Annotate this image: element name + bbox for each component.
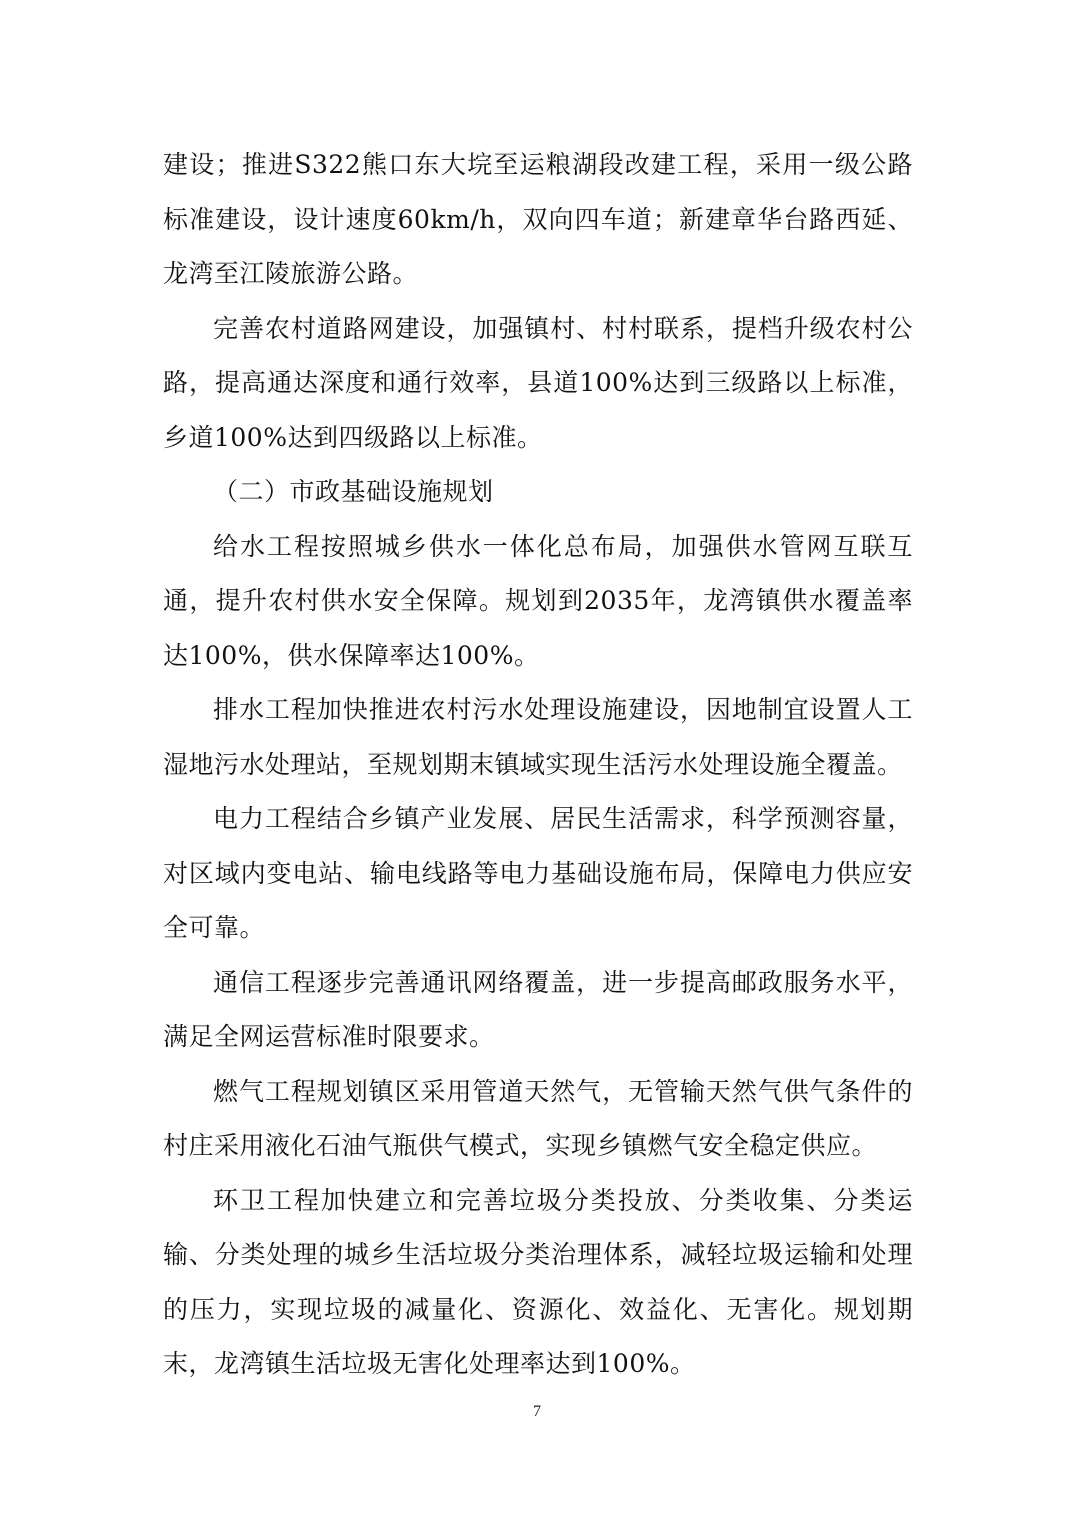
paragraph-gas: 燃气工程规划镇区采用管道天然气，无管输天然气供气条件的村庄采用液化石油气瓶供气模式，实现乡镇燃气安全稳定供应。 — [163, 1076, 913, 1160]
paragraph-drainage: 排水工程加快推进农村污水处理设施建设，因地制宜设置人工湿地污水处理站，至规划期末镇域实现生活污水处理设施全覆盖。 — [163, 695, 913, 779]
section-heading-municipal-infrastructure: （二）市政基础设施规划 — [213, 477, 494, 506]
paragraph-sanitation: 环卫工程加快建立和完善垃圾分类投放、分类收集、分类运输、分类处理的城乡生活垃圾分类治理体系，减轻垃圾运输和处理的压力，实现垃圾的减量化、资源化、效益化、无害化。规划期末，龙湾镇生活垃圾无害化处理率达到100%。 — [163, 1185, 913, 1378]
body-text — [163, 138, 913, 1392]
paragraph-rural-roads: 完善农村道路网建设，加强镇村、村村联系，提档升级农村公路，提高通达深度和通行效率，县道100%达到三级路以上标准，乡道100%达到四级路以上标准。 — [163, 313, 913, 452]
paragraph-communications: 通信工程逐步完善通讯网络覆盖，进一步提高邮政服务水平，满足全网运营标准时限要求。 — [163, 967, 913, 1051]
page-number: 7 — [533, 1403, 541, 1420]
paragraph-electric-power: 电力工程结合乡镇产业发展、居民生活需求，科学预测容量，对区域内变电站、输电线路等电力基础设施布局，保障电力供应安全可靠。 — [163, 804, 913, 942]
paragraph-road-construction-continued: 建设；推进S322熊口东大垸至运粮湖段改建工程，采用一级公路标准建设，设计速度60km/h，双向四车道；新建章华台路西延、龙湾至江陵旅游公路。 — [163, 150, 913, 288]
paragraph-water-supply: 给水工程按照城乡供水一体化总布局，加强供水管网互联互通，提升农村供水安全保障。规划到2035年，龙湾镇供水覆盖率达100%，供水保障率达100%。 — [163, 531, 913, 670]
